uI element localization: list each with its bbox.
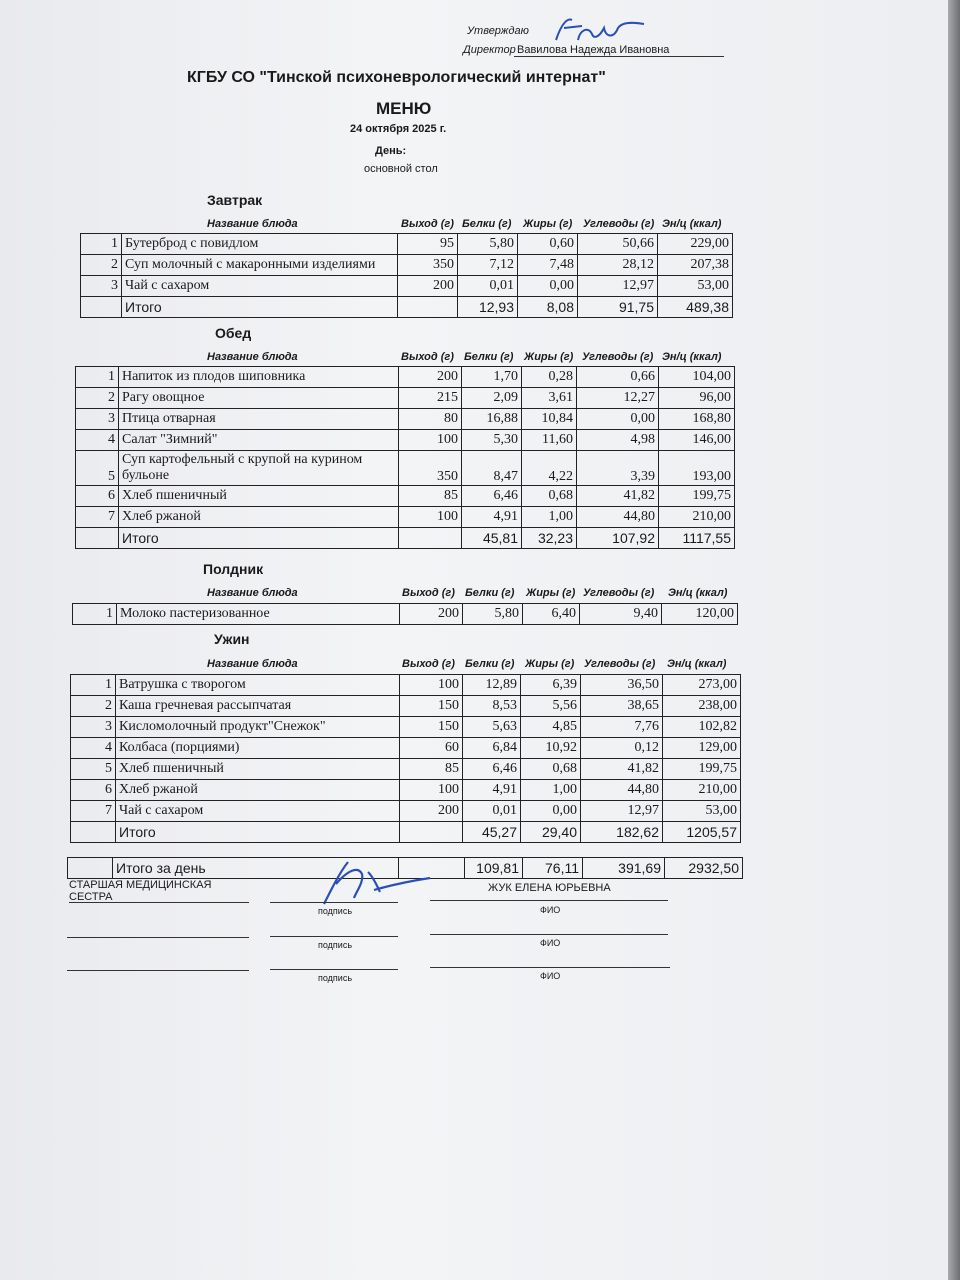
dish-carbs: 12,97 [578, 276, 658, 297]
table-type: основной стол [364, 163, 438, 175]
dish-output: 215 [399, 388, 462, 409]
dish-carbs: 41,82 [577, 486, 659, 507]
col-header-energy: Эн/ц (ккал) [662, 218, 722, 230]
dish-fat: 5,56 [521, 696, 581, 717]
sign-caption: подпись [318, 906, 353, 916]
total-energy: 1205,57 [663, 822, 741, 843]
dish-fat: 7,48 [518, 255, 578, 276]
col-header-energy: Эн/ц (ккал) [668, 587, 728, 599]
col-header-energy: Эн/ц (ккал) [662, 351, 722, 363]
dish-name: Рагу овощное [119, 388, 399, 409]
dish-protein: 4,91 [462, 507, 522, 528]
day-total-protein: 109,81 [465, 858, 523, 879]
dish-carbs: 50,66 [578, 234, 658, 255]
dish-carbs: 28,12 [578, 255, 658, 276]
col-header-output: Выход (г) [401, 218, 454, 230]
col-header-fat: Жиры (г) [525, 658, 575, 670]
row-number: 2 [81, 255, 122, 276]
dish-carbs: 9,40 [580, 604, 662, 625]
dish-protein: 5,63 [463, 717, 521, 738]
dish-carbs: 0,12 [581, 738, 663, 759]
dish-fat: 6,40 [523, 604, 580, 625]
dish-output: 60 [400, 738, 463, 759]
row-number: 5 [71, 759, 116, 780]
dish-protein: 6,46 [463, 759, 521, 780]
dish-carbs: 36,50 [581, 675, 663, 696]
dish-protein: 5,80 [463, 604, 523, 625]
dish-protein: 12,89 [463, 675, 521, 696]
col-header-carbs: Углеводы (г) [583, 587, 655, 599]
col-header-output: Выход (г) [402, 658, 455, 670]
dish-energy: 53,00 [658, 276, 733, 297]
col-header-fat: Жиры (г) [523, 218, 573, 230]
dish-carbs: 41,82 [581, 759, 663, 780]
total-energy: 1117,55 [659, 528, 735, 549]
section-dinner-title: Ужин [214, 631, 250, 647]
organization-name: КГБУ СО "Тинской психоневрологический интернат" [187, 69, 606, 86]
total-row [71, 822, 741, 843]
dish-fat: 0,68 [521, 759, 581, 780]
col-header-protein: Белки (г) [462, 218, 512, 230]
table-row [76, 486, 735, 507]
dish-output: 200 [400, 604, 463, 625]
table-row [76, 388, 735, 409]
dish-name: Каша гречневая рассыпчатая [116, 696, 400, 717]
table-row [73, 604, 738, 625]
dish-energy: 273,00 [663, 675, 741, 696]
dish-fat: 6,39 [521, 675, 581, 696]
dish-protein: 5,80 [458, 234, 518, 255]
col-header-name: Название блюда [207, 351, 298, 363]
dish-energy: 207,38 [658, 255, 733, 276]
dish-energy: 102,82 [663, 717, 741, 738]
breakfast-table [80, 233, 733, 318]
table-row [71, 759, 741, 780]
dish-energy: 199,75 [663, 759, 741, 780]
col-header-carbs: Углеводы (г) [584, 658, 656, 670]
dish-fat: 0,00 [518, 276, 578, 297]
row-number: 1 [71, 675, 116, 696]
dish-name: Кисломолочный продукт"Снежок" [116, 717, 400, 738]
dish-output: 150 [400, 717, 463, 738]
row-number: 3 [71, 717, 116, 738]
table-row [81, 234, 733, 255]
dish-energy: 229,00 [658, 234, 733, 255]
col-header-fat: Жиры (г) [526, 587, 576, 599]
total-carbs: 107,92 [577, 528, 659, 549]
dish-energy: 193,00 [659, 451, 735, 486]
col-header-name: Название блюда [207, 218, 298, 230]
table-row [81, 255, 733, 276]
dish-name: Ватрушка с творогом [116, 675, 400, 696]
dish-protein: 8,53 [463, 696, 521, 717]
dish-energy: 104,00 [659, 367, 735, 388]
dish-protein: 7,12 [458, 255, 518, 276]
dish-output: 100 [399, 430, 462, 451]
dish-protein: 0,01 [458, 276, 518, 297]
director-name: Вавилова Надежда Ивановна [517, 44, 670, 56]
table-row [76, 367, 735, 388]
dish-protein: 16,88 [462, 409, 522, 430]
day-total-carbs: 391,69 [583, 858, 665, 879]
dish-carbs: 12,27 [577, 388, 659, 409]
dish-name: Хлеб ржаной [119, 507, 399, 528]
dish-protein: 1,70 [462, 367, 522, 388]
dish-output: 80 [399, 409, 462, 430]
col-header-fat: Жиры (г) [524, 351, 574, 363]
dish-name: Суп картофельный с крупой на курином бульоне [119, 451, 399, 486]
dish-output: 95 [398, 234, 458, 255]
dish-energy: 120,00 [662, 604, 738, 625]
row-number: 1 [76, 367, 119, 388]
sign-caption: подпись [318, 940, 353, 950]
dish-output: 350 [399, 451, 462, 486]
dish-energy: 199,75 [659, 486, 735, 507]
col-header-output: Выход (г) [402, 587, 455, 599]
dish-output: 200 [399, 367, 462, 388]
table-row [76, 409, 735, 430]
row-number: 6 [76, 486, 119, 507]
row-number: 1 [81, 234, 122, 255]
row-number: 3 [76, 409, 119, 430]
col-header-energy: Эн/ц (ккал) [667, 658, 727, 670]
total-carbs: 182,62 [581, 822, 663, 843]
total-label: Итого [116, 822, 400, 843]
day-label: День: [375, 145, 407, 157]
table-row [71, 675, 741, 696]
total-fat: 8,08 [518, 297, 578, 318]
row-number: 6 [71, 780, 116, 801]
dish-name: Колбаса (порциями) [116, 738, 400, 759]
page-title: МЕНЮ [376, 99, 432, 118]
table-row [71, 801, 741, 822]
dish-protein: 8,47 [462, 451, 522, 486]
dish-name: Чай с сахаром [122, 276, 398, 297]
section-snack-title: Полдник [203, 561, 264, 577]
dish-fat: 1,00 [521, 780, 581, 801]
row-number: 2 [76, 388, 119, 409]
dish-output: 100 [399, 507, 462, 528]
fio-caption: ФИО [540, 905, 561, 915]
col-header-name: Название блюда [207, 587, 298, 599]
dish-fat: 10,92 [521, 738, 581, 759]
row-number: 7 [76, 507, 119, 528]
dish-fat: 0,68 [522, 486, 577, 507]
dish-fat: 4,85 [521, 717, 581, 738]
total-energy: 489,38 [658, 297, 733, 318]
table-row [76, 507, 735, 528]
dish-carbs: 12,97 [581, 801, 663, 822]
table-row [76, 430, 735, 451]
dish-name: Напиток из плодов шиповника [119, 367, 399, 388]
fio-caption: ФИО [540, 938, 561, 948]
table-row [71, 717, 741, 738]
dish-carbs: 38,65 [581, 696, 663, 717]
dish-output: 150 [400, 696, 463, 717]
dish-protein: 6,84 [463, 738, 521, 759]
dish-name: Чай с сахаром [116, 801, 400, 822]
col-header-carbs: Углеводы (г) [583, 218, 655, 230]
total-row [76, 528, 735, 549]
col-header-output: Выход (г) [401, 351, 454, 363]
dish-energy: 146,00 [659, 430, 735, 451]
total-carbs: 91,75 [578, 297, 658, 318]
director-signature [548, 12, 648, 48]
col-header-carbs: Углеводы (г) [582, 351, 654, 363]
dish-name: Хлеб пшеничный [116, 759, 400, 780]
dish-carbs: 7,76 [581, 717, 663, 738]
dish-name: Суп молочный с макаронными изделиями [122, 255, 398, 276]
dish-carbs: 44,80 [581, 780, 663, 801]
total-fat: 32,23 [522, 528, 577, 549]
row-number: 4 [76, 430, 119, 451]
total-fat: 29,40 [521, 822, 581, 843]
col-header-protein: Белки (г) [465, 587, 515, 599]
dish-name: Молоко пастеризованное [117, 604, 400, 625]
dish-fat: 0,60 [518, 234, 578, 255]
dish-carbs: 0,66 [577, 367, 659, 388]
dish-output: 350 [398, 255, 458, 276]
dish-output: 100 [400, 780, 463, 801]
snack-table [72, 603, 738, 625]
menu-date: 24 октября 2025 г. [350, 123, 447, 135]
table-row [71, 780, 741, 801]
dish-name: Хлеб пшеничный [119, 486, 399, 507]
dish-fat: 4,22 [522, 451, 577, 486]
dish-energy: 129,00 [663, 738, 741, 759]
dish-output: 200 [398, 276, 458, 297]
row-number: 1 [73, 604, 117, 625]
total-row [81, 297, 733, 318]
section-lunch-title: Обед [215, 325, 252, 341]
dish-protein: 2,09 [462, 388, 522, 409]
row-number: 3 [81, 276, 122, 297]
table-row [71, 696, 741, 717]
dish-energy: 210,00 [663, 780, 741, 801]
dish-fat: 11,60 [522, 430, 577, 451]
dish-energy: 210,00 [659, 507, 735, 528]
dish-name: Бутерброд с повидлом [122, 234, 398, 255]
lunch-table [75, 366, 735, 549]
section-breakfast-title: Завтрак [207, 192, 263, 208]
total-protein: 12,93 [458, 297, 518, 318]
row-number: 2 [71, 696, 116, 717]
total-protein: 45,27 [463, 822, 521, 843]
table-row [76, 451, 735, 486]
total-label: Итого [119, 528, 399, 549]
dish-output: 85 [399, 486, 462, 507]
dish-fat: 10,84 [522, 409, 577, 430]
table-row [71, 738, 741, 759]
dish-name: Хлеб ржаной [116, 780, 400, 801]
dish-output: 85 [400, 759, 463, 780]
col-header-protein: Белки (г) [464, 351, 514, 363]
table-row [81, 276, 733, 297]
sign-caption: подпись [318, 973, 353, 983]
dish-carbs: 0,00 [577, 409, 659, 430]
col-header-protein: Белки (г) [465, 658, 515, 670]
dish-energy: 53,00 [663, 801, 741, 822]
dish-carbs: 3,39 [577, 451, 659, 486]
day-total-label: Итого за день [113, 858, 399, 879]
dish-carbs: 44,80 [577, 507, 659, 528]
day-total-energy: 2932,50 [665, 858, 743, 879]
dish-protein: 4,91 [463, 780, 521, 801]
dish-fat: 3,61 [522, 388, 577, 409]
signature-fio-value: ЖУК ЕЛЕНА ЮРЬЕВНА [488, 882, 611, 894]
dish-fat: 0,28 [522, 367, 577, 388]
dish-name: Птица отварная [119, 409, 399, 430]
total-label: Итого [122, 297, 398, 318]
dish-output: 200 [400, 801, 463, 822]
dish-energy: 96,00 [659, 388, 735, 409]
dish-protein: 0,01 [463, 801, 521, 822]
dinner-table [70, 674, 741, 843]
page-edge-shadow [948, 0, 960, 1280]
signature-role: СТАРШАЯ МЕДИЦИНСКАЯ СЕСТРА [69, 879, 212, 903]
dish-output: 100 [400, 675, 463, 696]
fio-caption: ФИО [540, 971, 561, 981]
director-position: Директор [463, 44, 516, 56]
dish-fat: 1,00 [522, 507, 577, 528]
day-total-fat: 76,11 [523, 858, 583, 879]
total-protein: 45,81 [462, 528, 522, 549]
row-number: 5 [76, 451, 119, 486]
dish-protein: 5,30 [462, 430, 522, 451]
col-header-name: Название блюда [207, 658, 298, 670]
dish-carbs: 4,98 [577, 430, 659, 451]
dish-energy: 168,80 [659, 409, 735, 430]
dish-name: Салат "Зимний" [119, 430, 399, 451]
dish-protein: 6,46 [462, 486, 522, 507]
dish-fat: 0,00 [521, 801, 581, 822]
row-number: 7 [71, 801, 116, 822]
approve-word: Утверждаю [467, 25, 529, 37]
row-number: 4 [71, 738, 116, 759]
dish-energy: 238,00 [663, 696, 741, 717]
